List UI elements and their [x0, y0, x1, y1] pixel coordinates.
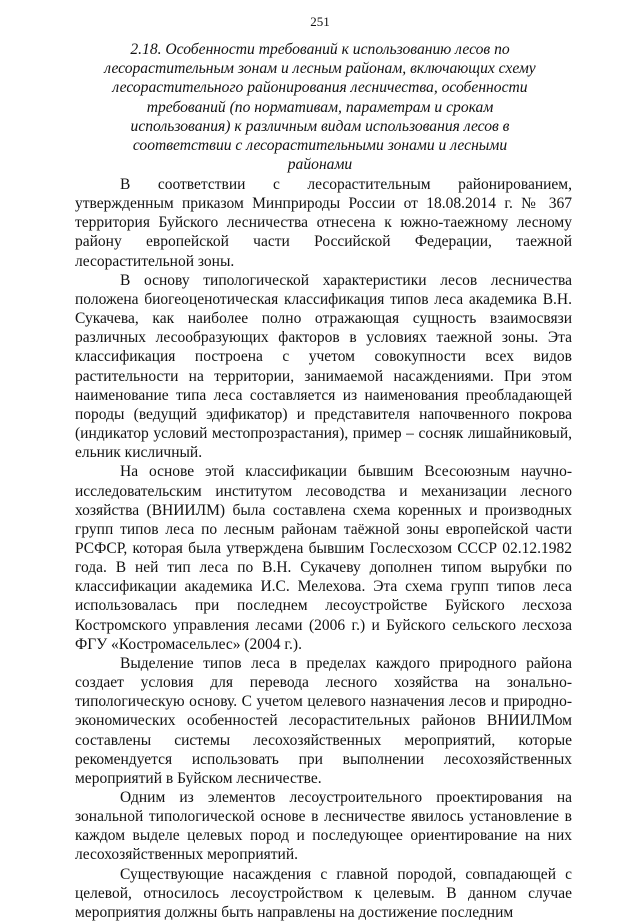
page-number: 251 — [310, 14, 330, 29]
paragraph-3: На основе этой классификации бывшим Всесоюзным научно-исследовательским институтом лесоводства и механизации лесного хозяйства (ВНИИЛМ) была составлена схема коренных и производных групп типов леса по лесным районам таёжной зоны европейской части РСФСР, которая была утверждена бывшим Гослесхозом СССР 02.12.1982 года. В ней тип леса по В.Н. Сукачеву дополнен типом вырубки по классификации академика И.С. Мелехова. Эта схема групп типов леса использовалась при последнем лесоустройстве Буйского лесхоза Костромского управления лесами (2006 г.) и Буйского сельского лесхоза ФГУ «Костромасельлес» (2004 г.). — [75, 463, 572, 653]
paragraph-5: Одним из элементов лесоустроительного проектирования на зональной типологической основе в лесничестве явилось установление в каждом выделе целевых пород и последующее ориентирование на них лесохозяйственных мероприятий. — [75, 789, 572, 864]
paragraph-6: Существующие насаждения с главной породой, совпадающей с целевой, относилось лесоустройством к целевым. В данном случае мероприятия должны быть направлены на достижение последним — [75, 865, 572, 921]
paragraph-1: В соответствии с лесорастительным районированием, утвержденным приказом Минприроды России от 18.08.2014 г. № 367 территория Буйского лесничества отнесена к южно-таежному лесному району европейской части Российской Федерации, таежной лесорастительной зоны. — [75, 176, 572, 270]
body-text — [75, 175, 572, 922]
paragraph-4: Выделение типов леса в пределах каждого природного района создает условия для перевода лесного хозяйства на зонально-типологическую основу. С учетом целевого назначения лесов и природно-экономических особенностей лесорастительных районов ВНИИЛМом составлены системы лесохозяйственных мероприятий, которые рекомендуется использовать при выполнении лесохозяйственных мероприятий в Буйском лесничестве. — [75, 654, 572, 787]
paragraph-2: В основу типологической характеристики лесов лесничества положена биогеоценотическая классификация типов леса академика В.Н. Сукачева, как наиболее полно отражающая сущность взаимосвязи различных лесообразующих факторов в условиях таежной зоны. Эта классификация построена с учетом совокупности всех видов растительности на территории, занимаемой насаждениями. При этом наименование типа леса составляется из наименования преобладающей породы (ведущий эдификатор) и представителя напочвенного покрова (индикатор условий местопрозрастания), пример – сосняк лишайниковый, ельник кисличный. — [75, 271, 572, 462]
section-heading: 2.18. Особенности требований к использованию лесов по лесорастительным зонам и лесным районам, включающих схему лесорастительного районирования лесничества, особенности требований (по нормативам, параметрам и срокам использования) к различным видам использования лесов в соответствии с лесорастительными зонами и лесными районами — [104, 41, 536, 174]
